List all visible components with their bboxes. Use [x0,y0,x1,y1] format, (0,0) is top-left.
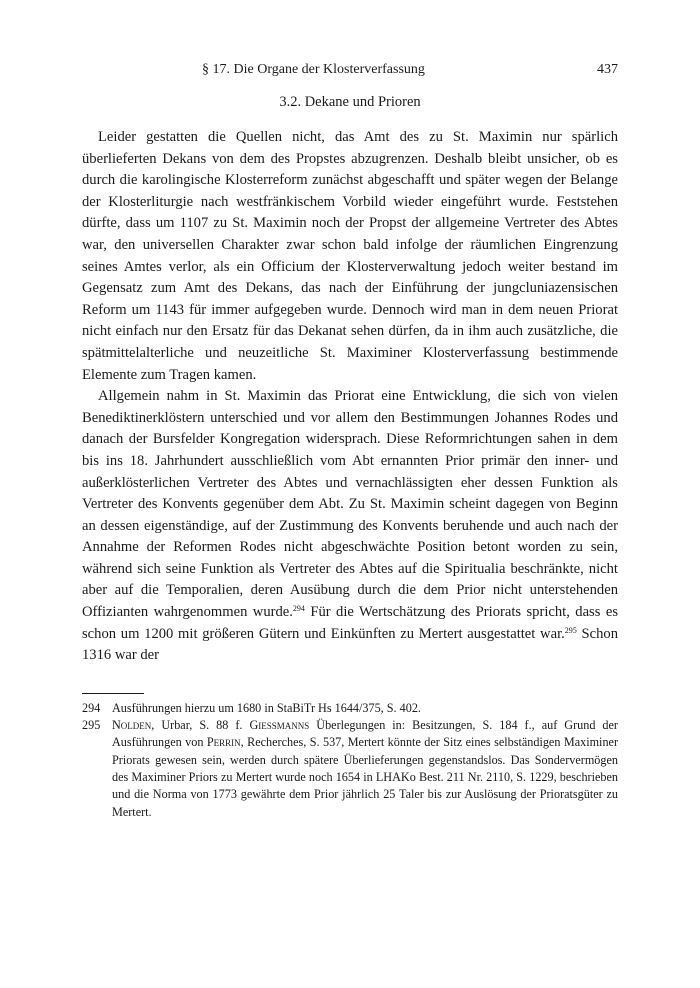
footnote-segment: Überlegungen in: Besitzungen, S. 184 f., auf Grund der Ausführungen von [112,718,618,750]
page-number: 437 [597,62,618,77]
footnote-number: 294 [82,700,101,715]
running-title: § 17. Die Organe der Klosterverfassung [202,62,425,77]
running-head [82,62,618,82]
author-name: Giessmanns [249,718,310,733]
book-page [82,62,618,821]
footnotes [82,700,618,821]
footnote-ref-294[interactable]: 294 [292,604,305,614]
paragraph-2-text-b: Für die Wertschätzung des Priorats spricht, dass es schon um 1200 mit größeren Gütern und Einkünften zu Mertert ausgestattet war. [82,604,618,642]
footnote-295 [82,717,618,821]
body-text [82,127,618,667]
footnote-294 [82,700,618,717]
footnote-segment: , Recherches, S. 537, Mertert könnte der Sitz eines selbständigen Maximiner Priorats gewesen sein, werden durch spätere Überlieferungen gegenstandslos. Das Sondervermögen des Maximiner Priors zu Mertert wurde noch 1654 in LHAKo Best. 211 Nr. 2110, S. 1229, beschrieben und die Norma von 1773 gewährte dem Prior jährlich 25 Taler bis zur Auslösung der Prioratsgüter zu Mertert. [112,735,619,819]
paragraph-2 [82,386,618,667]
footnote-text: Ausführungen hierzu um 1680 in StaBiTr Hs 1644/375, S. 402. [112,700,421,715]
footnote-number: 295 [82,718,101,733]
paragraph-2-text-c: Schon 1316 war der [82,625,618,664]
author-name: Perrin [206,735,241,750]
paragraph-2-text-a: Allgemein nahm in St. Maximin das Priorat eine Entwicklung, die sich von vielen Benediktinerklöstern unterschied und vor allem den Bestimmungen Johannes Rodes und danach der Bursfelder Kongregation widersprach. Diese Reformrichtungen sahen in dem bis ins 18. Jahrhundert ausschließlich vom Abt ernannten Prior primär den inner- und außerklösterlichen Vertreter des Abtes und vernachlässigten eher dessen Funktion als Vertreter des Konvents gegenüber dem Abt. Zu St. Maximin scheint dagegen von Beginn an dessen eigenständige, auf der Zustimmung des Konvents beruhende und auch nach der Annahme der Reformen Rodes nicht abgeschwächte Position betont worden zu sein, während sich seine Funktion als Vertreter des Abtes auf die Spiritualia beschränkte, nicht aber auf die Temporalien, deren Ausübung durch die dem Prior nicht unterstehenden Offizianten wahrgenommen wurde. [82,388,618,621]
footnote-text [112,717,618,821]
footnote-ref-295[interactable]: 295 [564,625,577,635]
paragraph-1: Leider gestatten die Quellen nicht, das Amt des zu St. Maximin nur spärlich überlieferten Dekans von dem des Propstes abzugrenzen. Deshalb bleibt unsicher, ob es durch die karolingische Klosterreform zunächst abgeschafft und später wegen der Belange der Klosterliturgie nach westfränkischem Vorbild wieder eingeführt wurde. Feststehen dürfte, dass um 1107 zu St. Maximin noch der Propst der allgemeine Vertreter des Abtes war, den universellen Charakter zwar schon bald infolge der räumlichen Eingrenzung seines Amtes verlor, als ein Officium der Klosterverwaltung jedoch weiter bestand im Gegensatz zum Amt des Dekans, das nach der Einführung der jungcluniazensischen Reform um 1143 für immer aufgegeben wurde. Dennoch wird man in dem neuen Priorat nicht einfach nur den Ersatz für das Dekanat sehen dürfen, da in ihm auch zusätzliche, die spätmittelalterliche und neuzeitliche St. Maximiner Klosterverfassung bestimmende Elemente zum Tragen kamen. [82,129,618,383]
footnote-divider [82,693,144,694]
author-name: Nolden [112,718,152,733]
footnote-segment: , Urbar, S. 88 f. [151,718,250,733]
section-heading: 3.2. Dekane und Prioren [279,94,421,110]
